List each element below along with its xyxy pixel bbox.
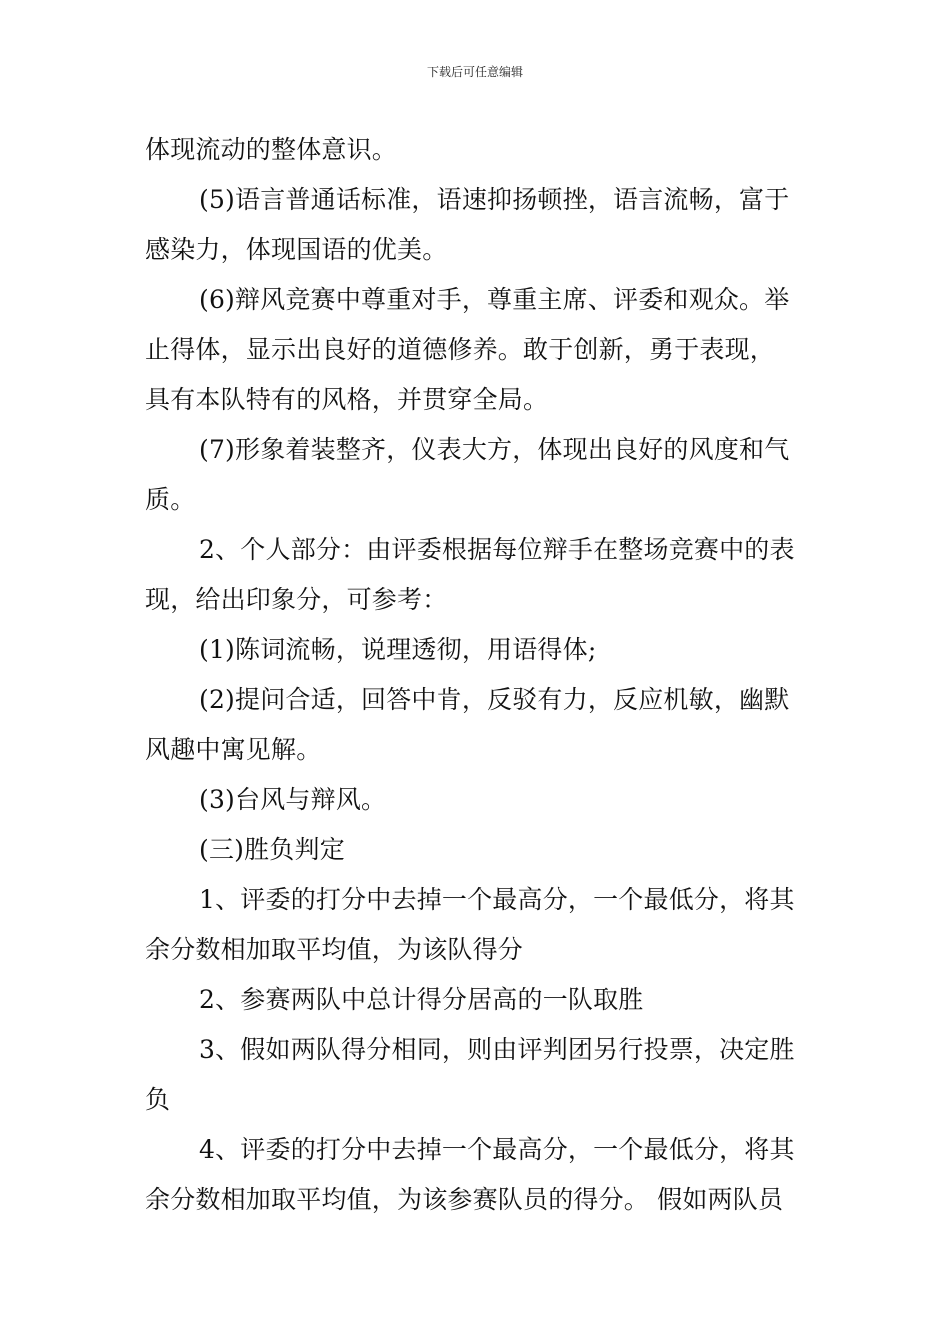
text-line: 2、个人部分：由评委根据每位辩手在整场竞赛中的表 [199,535,795,564]
text-line: 4、评委的打分中去掉一个最高分，一个最低分，将其 [199,1135,795,1164]
text-line: 体现流动的整体意识。 [145,135,398,164]
text-line: (5)语言普通话标准，语速抑扬顿挫，语言流畅，富于 [199,185,790,214]
text-line: 2、参赛两队中总计得分居高的一队取胜 [199,985,644,1014]
text-line: 1、评委的打分中去掉一个最高分，一个最低分，将其 [199,885,795,914]
text-line: (3)台风与辩风。 [199,785,387,814]
text-line: 质。 [145,485,196,514]
text-line: 止得体，显示出良好的道德修养。敢于创新，勇于表现， [145,335,776,364]
page-header: 下载后可任意编辑 [426,65,523,79]
text-line: 现，给出印象分，可参考： [145,585,448,614]
text-line: 3、假如两队得分相同，则由评判团另行投票，决定胜 [199,1035,795,1064]
text-line: 负 [145,1085,171,1114]
text-line: 余分数相加取平均值，为该参赛队员的得分。 假如两队员 [145,1185,784,1214]
text-line: 风趣中寓见解。 [145,735,322,764]
text-line: (1)陈词流畅，说理透彻，用语得体; [199,635,597,664]
text-line: 余分数相加取平均值，为该队得分 [145,935,524,964]
text-line: 具有本队特有的风格，并贯穿全局。 [145,385,549,414]
document-body [145,125,810,1225]
text-line: (2)提问合适，回答中肯，反驳有力，反应机敏，幽默 [199,685,790,714]
text-line: (6)辩风竞赛中尊重对手，尊重主席、评委和观众。举 [199,285,790,314]
text-line: (三)胜负判定 [199,835,345,864]
text-line: (7)形象着装整齐，仪表大方，体现出良好的风度和气 [199,435,790,464]
text-line: 感染力，体现国语的优美。 [145,235,448,264]
